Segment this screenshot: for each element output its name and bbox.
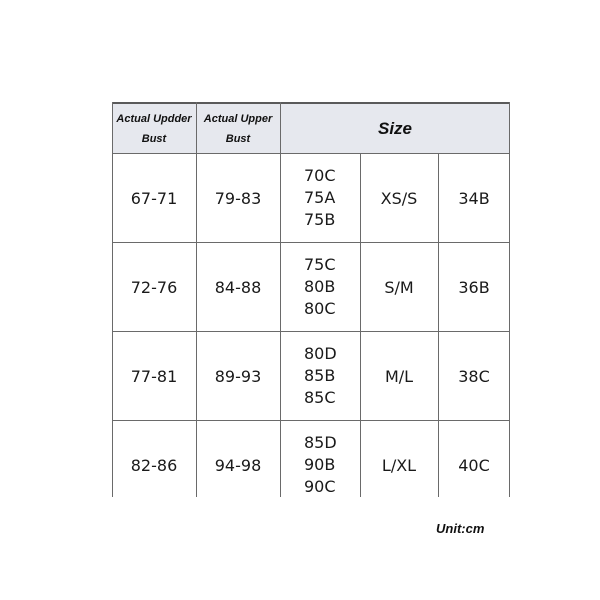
table-row	[112, 243, 510, 331]
cup-size: 80B	[304, 277, 336, 296]
cup-size: 90C	[304, 477, 336, 496]
under-bust-value: 67-71	[130, 188, 178, 208]
header-size: Size	[377, 119, 413, 138]
table-row	[112, 421, 510, 509]
table-header	[112, 102, 510, 154]
unit-label: Unit:cm	[436, 521, 485, 536]
under-bust-value: 77-81	[130, 366, 178, 386]
header-upper-line-2: Bust	[225, 133, 251, 145]
upper-bust-value: 89-93	[214, 366, 262, 386]
upper-bust-value: 84-88	[214, 277, 262, 297]
cup-size: 75B	[304, 210, 336, 229]
table-row	[112, 154, 510, 242]
letter-size: M/L	[384, 366, 414, 386]
header-upper-line-1: Actual Upper	[203, 113, 273, 125]
under-bust-value: 82-86	[130, 455, 178, 475]
letter-size: XS/S	[380, 188, 418, 208]
band-size: 36B	[458, 277, 490, 297]
cup-sizes	[280, 243, 360, 331]
cup-sizes	[280, 421, 360, 509]
band-size: 34B	[458, 188, 490, 208]
cup-size: 90B	[304, 455, 336, 474]
cup-size: 85B	[304, 366, 336, 385]
cup-size: 80D	[304, 344, 337, 363]
cup-sizes	[280, 154, 360, 242]
header-under-line-1: Actual Updder	[116, 113, 192, 125]
upper-bust-value: 94-98	[214, 455, 262, 475]
cup-size: 80C	[304, 299, 336, 318]
upper-bust-value: 79-83	[214, 188, 262, 208]
letter-size: L/XL	[381, 455, 417, 475]
cup-size: 75A	[304, 188, 336, 207]
size-chart-table	[112, 102, 510, 497]
cup-size: 75C	[304, 255, 336, 274]
under-bust-value: 72-76	[130, 277, 178, 297]
letter-size: S/M	[384, 277, 414, 297]
band-size: 40C	[458, 455, 490, 475]
band-size: 38C	[458, 366, 490, 386]
cup-size: 70C	[304, 166, 336, 185]
header-actual-under-bust	[112, 104, 196, 154]
table-row	[112, 332, 510, 420]
header-actual-upper-bust	[196, 104, 280, 154]
header-under-line-2: Bust	[141, 133, 167, 145]
cup-size: 85D	[304, 433, 337, 452]
cup-size: 85C	[304, 388, 336, 407]
cup-sizes	[280, 332, 360, 420]
